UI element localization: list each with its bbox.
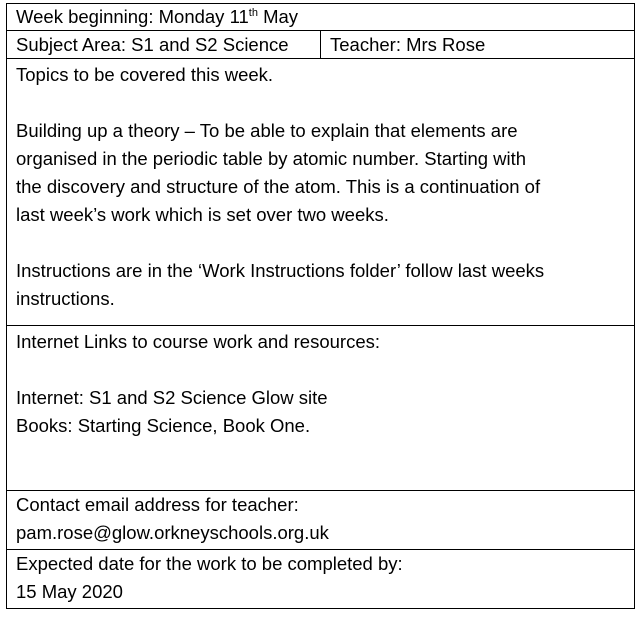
contact-label: Contact email address for teacher: xyxy=(16,494,299,515)
topics-paragraph-1-line-2: organised in the periodic table by atomic number. Starting with xyxy=(16,148,527,169)
subject-row xyxy=(7,31,635,59)
topics-paragraph-1-line-1: Building up a theory – To be able to explain that elements are xyxy=(16,120,518,141)
topics-spacer-2 xyxy=(16,229,626,257)
topics-paragraph-2-line-2: instructions. xyxy=(16,288,115,309)
week-cell xyxy=(7,4,635,31)
teacher-cell xyxy=(321,31,635,59)
book-resource: Books: Starting Science, Book One. xyxy=(16,415,311,436)
week-month: May xyxy=(257,6,299,27)
teacher-email: pam.rose@glow.orkneyschools.org.uk xyxy=(16,522,329,543)
contact-row xyxy=(7,491,635,550)
links-row xyxy=(7,326,635,491)
due-date-cell xyxy=(7,550,635,609)
topics-paragraph-1-line-3: the discovery and structure of the atom. This is a continuation of xyxy=(16,176,541,197)
links-heading: Internet Links to course work and resources: xyxy=(16,331,381,352)
topics-row xyxy=(7,59,635,326)
links-cell xyxy=(7,326,635,491)
due-date-value: 15 May 2020 xyxy=(16,581,123,602)
topics-heading: Topics to be covered this week. xyxy=(16,64,274,85)
week-row xyxy=(7,4,635,31)
due-date-row xyxy=(7,550,635,609)
week-day-suffix: th xyxy=(248,6,258,19)
subject-area-cell xyxy=(7,31,321,59)
topics-spacer xyxy=(16,89,626,117)
internet-resource: Internet: S1 and S2 Science Glow site xyxy=(16,387,328,408)
topics-paragraph-2-line-1: Instructions are in the ‘Work Instructions folder’ follow last weeks xyxy=(16,260,545,281)
subject-area-text: Subject Area: S1 and S2 Science xyxy=(16,34,289,55)
topics-cell xyxy=(7,59,635,326)
week-beginning-label: Week beginning: Monday 11 xyxy=(16,6,249,27)
links-spacer xyxy=(16,356,626,384)
topics-paragraph-1-line-4: last week’s work which is set over two weeks. xyxy=(16,204,389,225)
weekly-plan-table xyxy=(6,3,635,609)
due-date-label: Expected date for the work to be completed by: xyxy=(16,553,403,574)
teacher-text: Teacher: Mrs Rose xyxy=(330,34,486,55)
contact-cell xyxy=(7,491,635,550)
